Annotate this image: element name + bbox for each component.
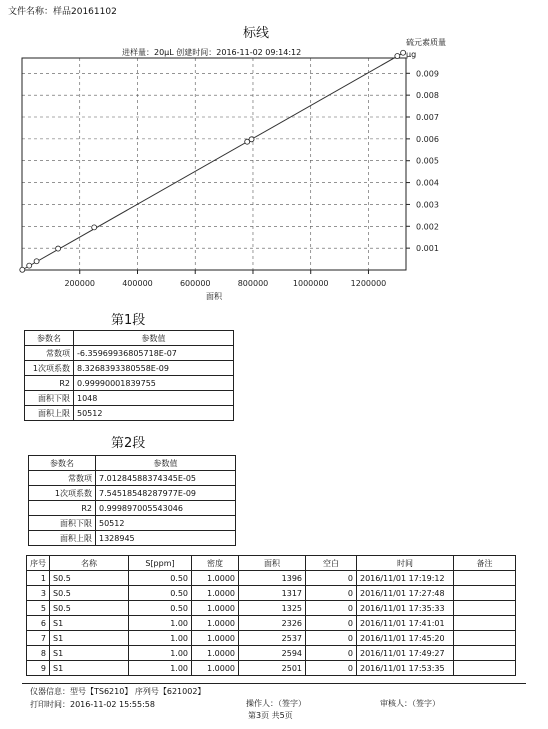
cell-density: 1.0000: [192, 616, 239, 631]
param-value: 50512: [74, 406, 234, 421]
cell-blank: 0: [306, 646, 357, 661]
cell-area: 1325: [239, 601, 306, 616]
data-point: [249, 137, 254, 142]
table-row: [29, 531, 236, 546]
segment2-title: 第2段: [111, 436, 146, 451]
data-point: [92, 225, 97, 230]
cell-time: 2016/11/01 17:35:33: [357, 601, 454, 616]
header-cell: 密度: [192, 556, 239, 571]
cell-name: S1: [50, 631, 129, 646]
header-cell: 时间: [357, 556, 454, 571]
y-tick-label: 0.009: [416, 69, 439, 79]
cell-area: 2537: [239, 631, 306, 646]
x-tick-label: 200000: [64, 279, 96, 288]
cell-s-ppm: 1.00: [129, 616, 192, 631]
cell-blank: 0: [306, 571, 357, 586]
cell-remark: [454, 631, 516, 646]
cell-area: 2326: [239, 616, 306, 631]
header-cell: 面积: [239, 556, 306, 571]
cell-area: 1317: [239, 586, 306, 601]
param-name: 面积下限: [25, 391, 74, 406]
header-cell: 参数名: [29, 456, 96, 471]
results-header-row: [27, 556, 516, 571]
instrument-info: 仪器信息：型号【TS6210】 序列号【621002】: [30, 687, 206, 696]
table-row: [27, 631, 516, 646]
calibration-chart: [0, 0, 548, 310]
cell-blank: 0: [306, 586, 357, 601]
cell-density: 1.0000: [192, 661, 239, 676]
data-point: [401, 50, 406, 55]
cell-time: 2016/11/01 17:49:27: [357, 646, 454, 661]
cell-index: 5: [27, 601, 50, 616]
cell-name: S1: [50, 616, 129, 631]
y-tick-label: 0.002: [416, 222, 439, 232]
segment1-table: [24, 330, 234, 421]
chart-subtitle: 进样量：20μL 创建时间：2016-11-02 09:14:12: [122, 48, 302, 57]
cell-density: 1.0000: [192, 631, 239, 646]
table-row: [29, 516, 236, 531]
param-name: 常数项: [25, 346, 74, 361]
cell-time: 2016/11/01 17:27:48: [357, 586, 454, 601]
cell-area: 2594: [239, 646, 306, 661]
param-value: 50512: [96, 516, 236, 531]
header-cell: 名称: [50, 556, 129, 571]
header-cell: 空白: [306, 556, 357, 571]
data-point: [56, 246, 61, 251]
table-row: [27, 646, 516, 661]
cell-name: S1: [50, 646, 129, 661]
cell-area: 1396: [239, 571, 306, 586]
cell-remark: [454, 571, 516, 586]
y-tick-label: 0.003: [416, 200, 439, 210]
header-cell: 参数值: [74, 331, 234, 346]
cell-s-ppm: 0.50: [129, 571, 192, 586]
header-cell: 参数名: [25, 331, 74, 346]
param-value: 0.999897005543046: [96, 501, 236, 516]
cell-index: 3: [27, 586, 50, 601]
param-value: 7.01284588374345E-05: [96, 471, 236, 486]
table-row: [29, 501, 236, 516]
table-row: [27, 616, 516, 631]
cell-index: 7: [27, 631, 50, 646]
param-value: 1048: [74, 391, 234, 406]
cell-density: 1.0000: [192, 646, 239, 661]
cell-index: 9: [27, 661, 50, 676]
cell-time: 2016/11/01 17:19:12: [357, 571, 454, 586]
cell-remark: [454, 601, 516, 616]
cell-remark: [454, 616, 516, 631]
cell-remark: [454, 646, 516, 661]
cell-blank: 0: [306, 616, 357, 631]
cell-name: S0.5: [50, 571, 129, 586]
cell-area: 2501: [239, 661, 306, 676]
param-value: 8.3268393380558E-09: [74, 361, 234, 376]
page-number: 第3页 共5页: [248, 711, 293, 720]
data-point: [20, 267, 25, 272]
reviewer-signature: 审核人：（签字）: [380, 699, 440, 708]
operator-signature: 操作人：（签字）: [246, 699, 306, 708]
header-cell: 备注: [454, 556, 516, 571]
header-cell: 参数值: [96, 456, 236, 471]
cell-blank: 0: [306, 661, 357, 676]
cell-s-ppm: 1.00: [129, 661, 192, 676]
param-value: 7.54518548287977E-09: [96, 486, 236, 501]
x-tick-label: 800000: [237, 279, 269, 288]
x-tick-label: 600000: [179, 279, 211, 288]
y-tick-label: 0.007: [416, 113, 439, 123]
segment1-title: 第1段: [111, 313, 146, 328]
table-row: [27, 661, 516, 676]
param-value: -6.35969936805718E-07: [74, 346, 234, 361]
cell-time: 2016/11/01 17:53:35: [357, 661, 454, 676]
x-axis-ticks: [64, 270, 386, 288]
cell-name: S0.5: [50, 586, 129, 601]
param-name: 面积上限: [25, 406, 74, 421]
y-tick-label: 0.006: [416, 134, 439, 144]
param-name: 面积上限: [29, 531, 96, 546]
cell-index: 1: [27, 571, 50, 586]
table-row: [25, 406, 234, 421]
cell-blank: 0: [306, 601, 357, 616]
chart-grid: [22, 58, 406, 270]
table-row: [27, 586, 516, 601]
segment1-header-row: [25, 331, 234, 346]
table-row: [25, 391, 234, 406]
cell-name: S1: [50, 661, 129, 676]
cell-s-ppm: 1.00: [129, 631, 192, 646]
x-tick-label: 1200000: [350, 279, 387, 288]
cell-remark: [454, 661, 516, 676]
data-point: [395, 54, 400, 59]
cell-s-ppm: 0.50: [129, 586, 192, 601]
x-tick-label: 400000: [122, 279, 153, 288]
x-axis-label: 面积: [206, 292, 222, 301]
chart-title: 标线: [243, 26, 270, 41]
y-tick-label: 0.004: [416, 178, 439, 188]
footer-divider: [22, 683, 526, 684]
table-row: [29, 486, 236, 501]
y-tick-label: 0.008: [416, 91, 439, 101]
y-tick-label: 0.005: [416, 156, 439, 166]
param-name: 1次项系数: [29, 486, 96, 501]
cell-remark: [454, 586, 516, 601]
param-name: 常数项: [29, 471, 96, 486]
table-row: [27, 601, 516, 616]
file-name: 文件名称：样品20161102: [8, 7, 117, 17]
segment2-table: [28, 455, 236, 546]
y-tick-label: 0.001: [416, 244, 439, 254]
print-time: 打印时间：2016-11-02 15:55:58: [30, 700, 155, 709]
header-cell: 序号: [27, 556, 50, 571]
table-row: [25, 361, 234, 376]
cell-index: 8: [27, 646, 50, 661]
y-axis-label: 硫元素质量 μg: [406, 38, 446, 59]
data-point: [27, 263, 32, 268]
param-name: R2: [29, 501, 96, 516]
param-name: R2: [25, 376, 74, 391]
cell-time: 2016/11/01 17:41:01: [357, 616, 454, 631]
cell-density: 1.0000: [192, 601, 239, 616]
table-row: [27, 571, 516, 586]
cell-density: 1.0000: [192, 571, 239, 586]
cell-blank: 0: [306, 631, 357, 646]
header-cell: S[ppm]: [129, 556, 192, 571]
y-axis-ticks: [406, 69, 439, 253]
table-row: [29, 471, 236, 486]
x-tick-label: 1000000: [292, 279, 329, 288]
param-name: 1次项系数: [25, 361, 74, 376]
cell-s-ppm: 0.50: [129, 601, 192, 616]
cell-s-ppm: 1.00: [129, 646, 192, 661]
data-point: [34, 259, 39, 264]
table-row: [25, 346, 234, 361]
cell-time: 2016/11/01 17:45:20: [357, 631, 454, 646]
cell-name: S0.5: [50, 601, 129, 616]
param-name: 面积下限: [29, 516, 96, 531]
segment2-header-row: [29, 456, 236, 471]
results-table: [26, 555, 516, 676]
param-value: 0.99990001839755: [74, 376, 234, 391]
table-row: [25, 376, 234, 391]
cell-density: 1.0000: [192, 586, 239, 601]
param-value: 1328945: [96, 531, 236, 546]
cell-index: 6: [27, 616, 50, 631]
